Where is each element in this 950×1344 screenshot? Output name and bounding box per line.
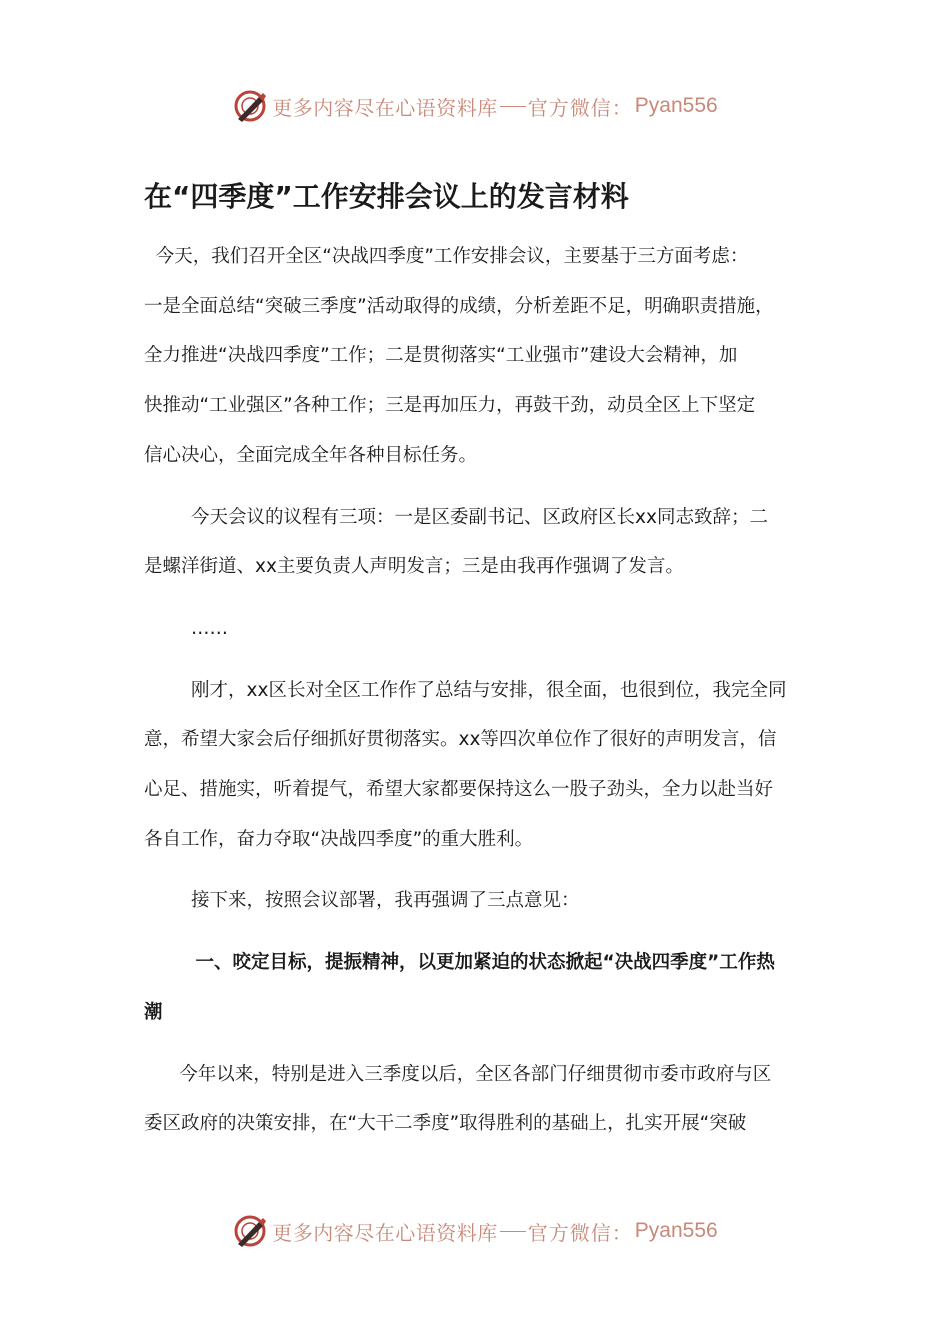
- section-heading-1: [144, 938, 808, 1037]
- document-title: 在“四季度”工作安排会议上的发言材料: [144, 180, 629, 213]
- pen-logo-icon: [232, 88, 268, 124]
- paragraph-line: 各自工作，奋力夺取“决战四季度”的重大胜利。: [144, 828, 534, 850]
- paragraph-next: [144, 876, 808, 926]
- paragraph-line: 接下来，按照会议部署，我再强调了三点意见：: [144, 890, 580, 912]
- document-body: [144, 170, 808, 1149]
- paragraph-line: 委区政府的决策安排，在“大干二季度”取得胜利的基础上，扎实开展“突破: [144, 1113, 747, 1135]
- watermark-text: 更多内容尽在心语资料库: [272, 95, 498, 120]
- watermark-wechat-label: 官方微信：: [527, 1220, 633, 1245]
- paragraph-line: 快推动“工业强区”各种工作；三是再加压力，再鼓干劲，动员全区上下坚定: [144, 395, 756, 417]
- paragraph-line: 信心决心，全面完成全年各种目标任务。: [144, 444, 478, 466]
- watermark-text: 更多内容尽在心语资料库: [272, 1220, 498, 1245]
- paragraph-line: 一是全面总结“突破三季度”活动取得的成绩，分析差距不足，明确职责措施，: [144, 295, 774, 317]
- watermark-wechat-id: Pyan556: [634, 94, 718, 117]
- paragraph-intro: [144, 232, 808, 481]
- header-watermark: [0, 86, 950, 126]
- footer-watermark: [0, 1211, 950, 1251]
- watermark-wechat-label: 官方微信：: [527, 95, 633, 120]
- watermark-dash: [500, 1231, 526, 1232]
- paragraph-ellipsis: [144, 604, 808, 654]
- paragraph-line: ……: [144, 617, 229, 639]
- paragraph-line: 意，希望大家会后仔细抓好贯彻落实。xx等四次单位作了很好的声明发言，信: [144, 729, 777, 751]
- paragraph-line: 今天会议的议程有三项：一是区委副书记、区政府区长xx同志致辞；二: [144, 506, 768, 528]
- pen-logo-icon: [232, 1213, 268, 1249]
- heading-line: 潮: [144, 1001, 163, 1023]
- paragraph-progress: [144, 1050, 808, 1149]
- watermark-wechat-id: Pyan556: [634, 1219, 718, 1242]
- paragraph-line: 今年以来，特别是进入三季度以后，全区各部门仔细贯彻市委市政府与区: [144, 1063, 772, 1085]
- paragraph-line: 心足、措施实，听着提气，希望大家都要保持这么一股子劲头，全力以赴当好: [144, 779, 774, 801]
- paragraph-agenda: [144, 493, 808, 592]
- paragraph-line: 是螺洋街道、xx主要负责人声明发言；三是由我再作强调了发言。: [144, 556, 684, 578]
- heading-line: 一、咬定目标，提振精神，以更加紧迫的状态掀起“决战四季度”工作热: [144, 952, 775, 974]
- paragraph-line: 全力推进“决战四季度”工作；二是贯彻落实“工业强市”建设大会精神，加: [144, 345, 738, 367]
- watermark-dash: [500, 106, 526, 107]
- paragraph-line: 刚才，xx区长对全区工作作了总结与安排，很全面，也很到位，我完全同: [144, 679, 787, 701]
- paragraph-line: 今天，我们召开全区“决战四季度”工作安排会议，主要基于三方面考虑：: [144, 246, 749, 267]
- paragraph-review: [144, 666, 808, 865]
